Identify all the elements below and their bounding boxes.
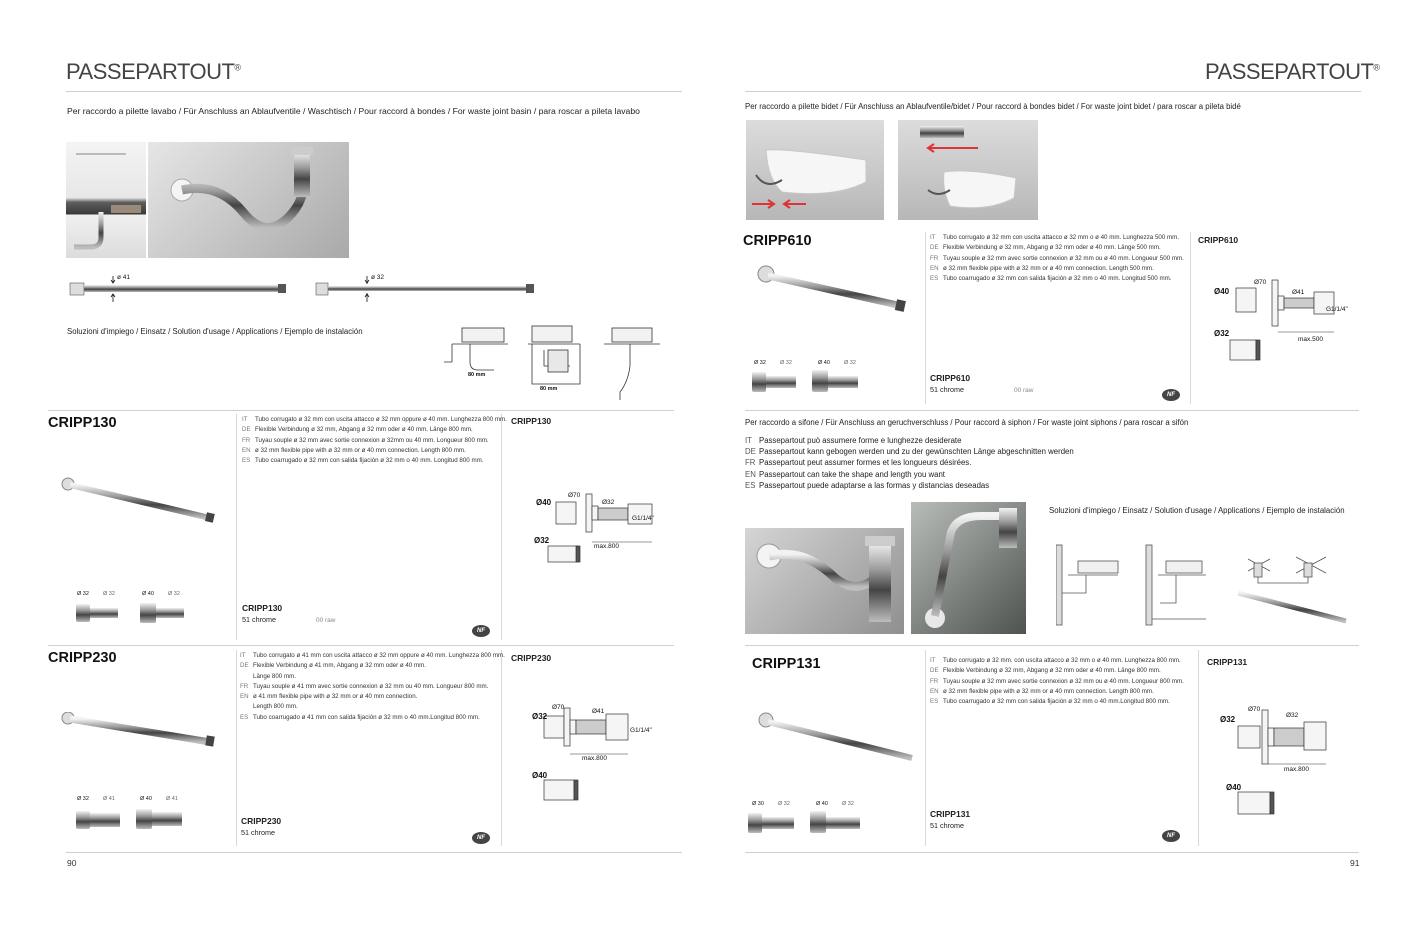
svg-text:Ø 32: Ø 32 bbox=[103, 591, 115, 597]
col-rule bbox=[1198, 650, 1199, 846]
svg-text:Ø 32: Ø 32 bbox=[844, 360, 856, 366]
col-rule bbox=[925, 232, 926, 404]
svg-text:Ø 40: Ø 40 bbox=[142, 591, 154, 597]
svg-text:max.800: max.800 bbox=[1284, 766, 1309, 773]
svg-text:G1/1/4": G1/1/4" bbox=[632, 515, 654, 522]
pipe-diagrams bbox=[66, 270, 536, 306]
footer-rule-right bbox=[745, 852, 1359, 853]
svg-text:G1/1/4": G1/1/4" bbox=[630, 727, 652, 734]
svg-text:Ø 32: Ø 32 bbox=[168, 591, 180, 597]
cripp130-description: IT Tubo corrugato ø 32 mm con uscita attacco ø 32 mm oppure ø 40 mm. Lunghezza 800 mm. DE Flexible Verbindung ø 32 mm, Abgang ø 32 mm oder ø 40 mm. Länge 800 mm. FR Tuyau souple ø 32 mm avec sortie connexion ø 32mm ou 40 mm. Longueur 800 mm. EN ø 32 mm flexible pipe with ø 32 mm or ø 40 mm connection. Length 800 mm. ES Tubo coarrugado ø 32 mm con salida fijación ø 32 mm o 40 mm. Longitud 800 mm. bbox=[242, 416, 507, 465]
cripp130-drawing-code: CRIPP130 bbox=[511, 416, 552, 426]
svg-text:Ø 32: Ø 32 bbox=[77, 591, 89, 597]
cripp130-finish: CRIPP130 51 chrome 00 raw bbox=[242, 603, 336, 624]
svg-text:Ø 40: Ø 40 bbox=[816, 801, 828, 807]
svg-text:G1/1/4": G1/1/4" bbox=[1326, 306, 1348, 313]
siphon-subtitle: Per raccordo a sifone / Für Anschluss an geruchverschluss / Pour raccord à siphon / For waste joint siphons / para roscar a sifón bbox=[745, 418, 1189, 427]
svg-text:Ø70: Ø70 bbox=[1254, 279, 1267, 286]
section-rule-3 bbox=[745, 410, 1359, 411]
brand-logo-left: PASSEPARTOUT® bbox=[66, 59, 241, 84]
svg-text:Ø32: Ø32 bbox=[534, 536, 550, 545]
svg-text:Ø41: Ø41 bbox=[592, 708, 605, 715]
left-subtitle: Per raccordo a pilette lavabo / Für Anschluss an Ablaufventile / Waschtisch / Pour raccord à bondes / For waste joint basin / para roscar a pileta lavabo bbox=[67, 106, 640, 116]
nf-cert-icon: NF bbox=[1162, 830, 1180, 842]
col-rule bbox=[925, 650, 926, 846]
nf-cert-icon: NF bbox=[1162, 389, 1180, 401]
install-dim-2: 80 mm bbox=[540, 386, 558, 392]
svg-text:Ø70: Ø70 bbox=[1248, 706, 1261, 713]
brand-logo-right: PASSEPARTOUT® bbox=[1205, 59, 1380, 84]
svg-text:Ø40: Ø40 bbox=[1214, 287, 1230, 296]
svg-text:max.800: max.800 bbox=[582, 755, 607, 762]
header-rule-left bbox=[66, 91, 682, 92]
svg-text:Ø70: Ø70 bbox=[552, 704, 565, 711]
basin-photo-small bbox=[66, 142, 146, 258]
cripp130-dimension-drawing bbox=[532, 488, 672, 573]
siphon-photo-2 bbox=[911, 502, 1026, 634]
svg-text:Ø 32: Ø 32 bbox=[780, 360, 792, 366]
svg-text:Ø 32: Ø 32 bbox=[778, 801, 790, 807]
bidet-photo-1 bbox=[746, 120, 884, 220]
siphon-photo-1 bbox=[745, 528, 904, 634]
pipe-label-41: ø 41 bbox=[117, 274, 131, 281]
install-dim-1: 80 mm bbox=[468, 372, 486, 378]
install-drawings-left bbox=[440, 322, 670, 404]
svg-text:Ø41: Ø41 bbox=[1292, 289, 1305, 296]
cripp230-drawing-code: CRIPP230 bbox=[511, 653, 552, 663]
cripp131-finish: CRIPP131 51 chrome bbox=[930, 809, 971, 830]
cripp131-fittings bbox=[746, 797, 866, 842]
nf-cert-icon: NF bbox=[472, 625, 490, 637]
svg-text:Ø 40: Ø 40 bbox=[818, 360, 830, 366]
section-rule-1 bbox=[48, 410, 674, 411]
footer-rule-left bbox=[66, 852, 682, 853]
left-install-label: Soluzioni d'impiego / Einsatz / Solution d'usage / Applications / Ejemplo de instalación bbox=[67, 327, 363, 336]
cripp130-fittings bbox=[72, 588, 192, 629]
cripp610-description: IT Tubo corrugato ø 32 mm con uscita attacco ø 32 mm o ø 40 mm. Lunghezza 500 mm. DE Flexible Verbindung ø 32 mm, Abgang ø 32 mm oder ø 40 mm. Länge 500 mm. FR Tuyau souple ø 32 mm avec sortie connexion ø 32 mm ou ø 40 mm. Longueur 500 mm. EN ø 32 mm flexible pipe with ø 32 mm or ø 40 mm connection. Length 500 mm. ES Tubo coarrugado ø 32 mm con salida fijación ø 32 mm o 40 mm. Longitud 500 mm. bbox=[930, 234, 1184, 283]
nf-cert-icon: NF bbox=[472, 832, 490, 844]
svg-text:Ø70: Ø70 bbox=[568, 492, 581, 499]
cripp610-pipe-image bbox=[754, 262, 914, 321]
product-code-cripp610: CRIPP610 bbox=[743, 233, 812, 249]
svg-text:Ø32: Ø32 bbox=[1214, 329, 1230, 338]
product-code-cripp131: CRIPP131 bbox=[752, 656, 821, 672]
right-subtitle: Per raccordo a pilette bidet / Für Anschluss an Ablaufventile/bidet / Pour raccord à bondes bidet / For waste joint bidet / para roscar a pileta bidé bbox=[745, 102, 1241, 111]
svg-text:Ø40: Ø40 bbox=[1226, 783, 1242, 792]
basin-trap-photo bbox=[148, 142, 349, 258]
svg-text:Ø 30: Ø 30 bbox=[752, 801, 764, 807]
header-rule-right bbox=[745, 91, 1361, 92]
install-drawings-right bbox=[1056, 543, 1366, 629]
pipe-label-32: ø 32 bbox=[371, 274, 385, 281]
cripp610-dimension-drawing bbox=[1210, 276, 1360, 371]
svg-text:Ø32: Ø32 bbox=[532, 712, 548, 721]
cripp610-finish: CRIPP610 51 chrome 00 raw bbox=[930, 373, 1034, 394]
svg-text:Ø32: Ø32 bbox=[1286, 712, 1299, 719]
col-rule bbox=[236, 414, 237, 640]
cripp131-pipe-image bbox=[758, 712, 918, 771]
product-code-cripp130: CRIPP130 bbox=[48, 415, 117, 431]
section-rule-4 bbox=[745, 645, 1359, 646]
siphon-description: IT Passepartout può assumere forme e lunghezze desiderate DE Passepartout kann gebogen werden und zu der gewünschten Länge abgeschnitten werden FR Passepartout peut assumer formes et les longueurs désirées. EN Passepartout can take the shape and length you want ES Passepartout puede adaptarse a las formas y distancias deseadas bbox=[745, 436, 1074, 490]
svg-text:Ø32: Ø32 bbox=[1220, 715, 1236, 724]
svg-text:Ø40: Ø40 bbox=[536, 498, 552, 507]
cripp230-dimension-drawing bbox=[530, 700, 670, 809]
col-rule bbox=[236, 650, 237, 846]
section-rule-2 bbox=[48, 645, 674, 646]
svg-text:Ø 41: Ø 41 bbox=[166, 796, 178, 802]
svg-text:max.500: max.500 bbox=[1298, 336, 1323, 343]
svg-text:Ø 32: Ø 32 bbox=[77, 796, 89, 802]
product-code-cripp230: CRIPP230 bbox=[48, 650, 117, 666]
svg-text:Ø 32: Ø 32 bbox=[754, 360, 766, 366]
bidet-photo-2 bbox=[898, 120, 1038, 220]
cripp230-description: IT Tubo corrugato ø 41 mm con uscita attacco ø 32 mm oppure ø 40 mm. Lunghezza 800 mm. DE Flexible Verbindung ø 41 mm, Abgang ø 32 mm oder ø 40 mm. Länge 800 mm. FR Tuyau souple ø 41 mm avec sortie connexion ø 32 mm ou 40 mm. Longueur 800 mm. EN ø 41 mm flexible pipe with ø 32 mm or ø 40 mm connection. Length 800 mm. ES Tubo coarrugado ø 41 mm con salida fijación ø 32 mm o 40 mm.Longitud 800 mm. bbox=[240, 652, 505, 721]
cripp230-pipe-image bbox=[60, 712, 220, 757]
cripp131-drawing-code: CRIPP131 bbox=[1207, 657, 1248, 667]
cripp610-fittings bbox=[748, 356, 868, 401]
svg-text:Ø 40: Ø 40 bbox=[140, 796, 152, 802]
col-rule bbox=[1190, 232, 1191, 404]
cripp131-description: IT Tubo corrugato ø 32 mm. con uscita attacco ø 32 mm o ø 40 mm. Lunghezza 800 mm. DE Flexible Verbindung ø 32 mm, Abgang ø 32 mm oder ø 40 mm. Länge 800 mm. FR Tuyau souple ø 32 mm avec sortie connexion ø 32 mm ou ø 40 mm. Longueur 800 mm. EN ø 32 mm flexible pipe with ø 32 mm or ø 40 mm connection. Length 800 mm. ES Tubo coarrugado ø 32 mm con salida fijación ø 32 mm o 40 mm.Longitud 800 mm. bbox=[930, 657, 1184, 706]
svg-text:Ø 41: Ø 41 bbox=[103, 796, 115, 802]
cripp230-finish: CRIPP230 51 chrome bbox=[241, 816, 282, 837]
cripp230-fittings bbox=[72, 793, 192, 838]
page-number-right: 91 bbox=[1350, 858, 1360, 868]
page-number-left: 90 bbox=[67, 858, 77, 868]
svg-text:Ø 32: Ø 32 bbox=[842, 801, 854, 807]
cripp130-pipe-image bbox=[60, 476, 220, 531]
svg-text:Ø32: Ø32 bbox=[602, 499, 615, 506]
right-install-label: Soluzioni d'impiego / Einsatz / Solution d'usage / Applications / Ejemplo de instalación bbox=[1049, 506, 1345, 515]
cripp610-drawing-code: CRIPP610 bbox=[1198, 235, 1239, 245]
svg-text:max.800: max.800 bbox=[594, 543, 619, 550]
cripp131-dimension-drawing bbox=[1218, 702, 1358, 823]
svg-text:Ø40: Ø40 bbox=[532, 771, 548, 780]
